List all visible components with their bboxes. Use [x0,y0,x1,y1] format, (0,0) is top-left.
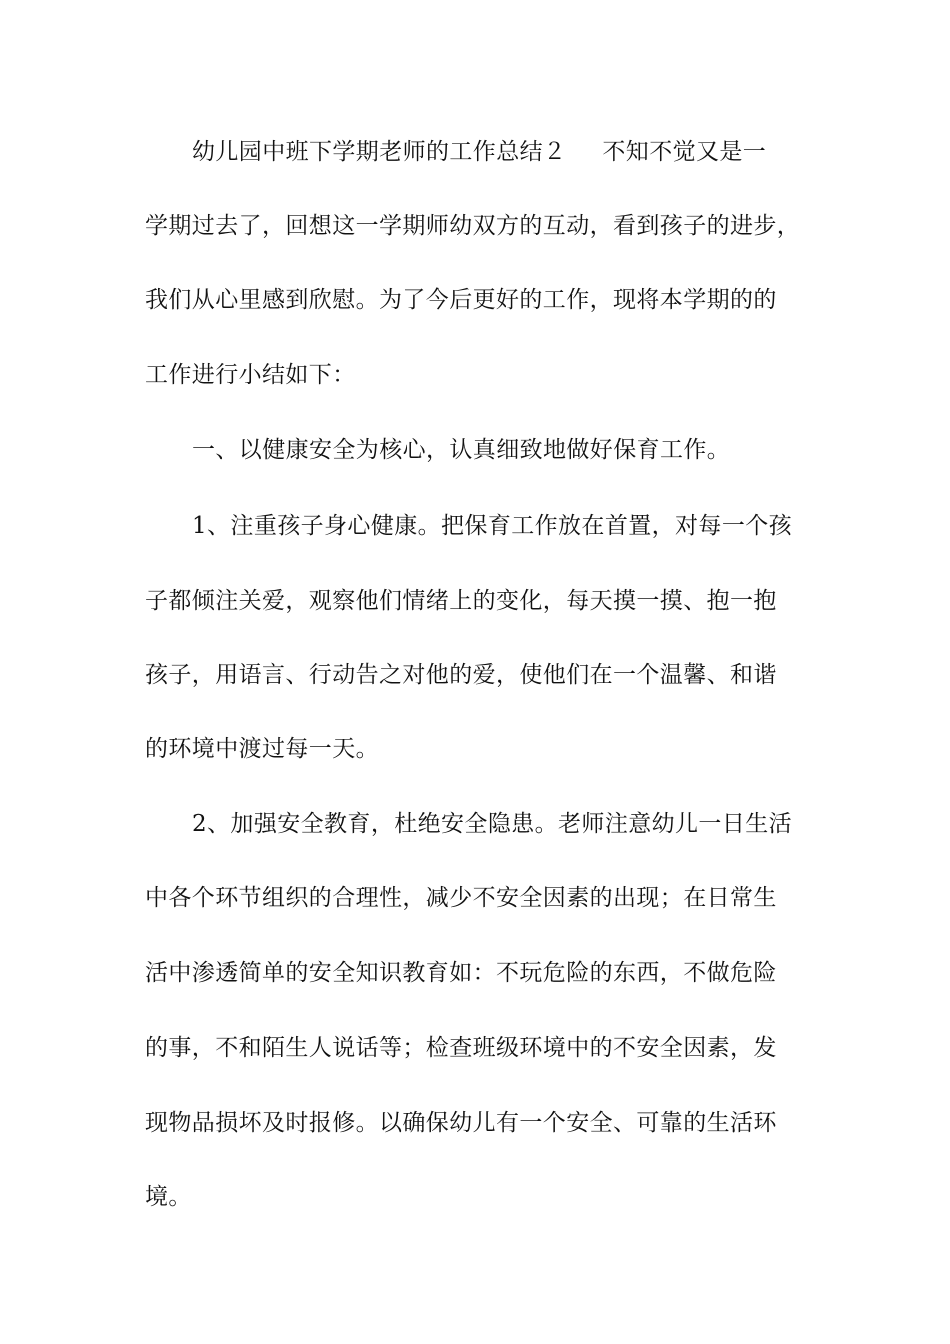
text-line-8: 孩子，用语言、行动告之对他的爱，使他们在一个温馨、和谐 [145,662,777,688]
paragraph-text: 不知不觉又是一 [602,139,767,165]
section-heading: 一、以健康安全为核心，认真细致地做好保育工作。 [192,437,731,463]
document-title: 幼儿园中班下学期老师的工作总结２ [192,139,567,165]
text-line-11: 中各个环节组织的合理性，减少不安全因素的出现；在日常生 [145,885,777,911]
text-line-7: 子都倾注关爱，观察他们情绪上的变化，每天摸一摸、抱一抱 [145,588,777,614]
text-line-14: 现物品损坏及时报修。以确保幼儿有一个安全、可靠的生活环 [145,1110,777,1136]
text-line-4: 工作进行小结如下： [145,362,356,388]
text-line-10: 2、加强安全教育，杜绝安全隐患。老师注意幼儿一日生活 [192,811,793,837]
text-line-13: 的事，不和陌生人说话等；检查班级环境中的不安全因素，发 [145,1035,777,1061]
text-line-12: 活中渗透简单的安全知识教育如：不玩危险的东西，不做危险 [145,960,777,986]
text-line-1 [192,137,872,167]
text-line-2: 学期过去了，回想这一学期师幼双方的互动，看到孩子的进步， [145,213,801,239]
text-line-3: 我们从心里感到欣慰。为了今后更好的工作，现将本学期的的 [145,287,777,313]
text-line-9: 的环境中渡过每一天。 [145,736,379,762]
text-line-6: 1、注重孩子身心健康。把保育工作放在首置，对每一个孩 [192,513,793,539]
text-line-15: 境。 [145,1184,192,1210]
